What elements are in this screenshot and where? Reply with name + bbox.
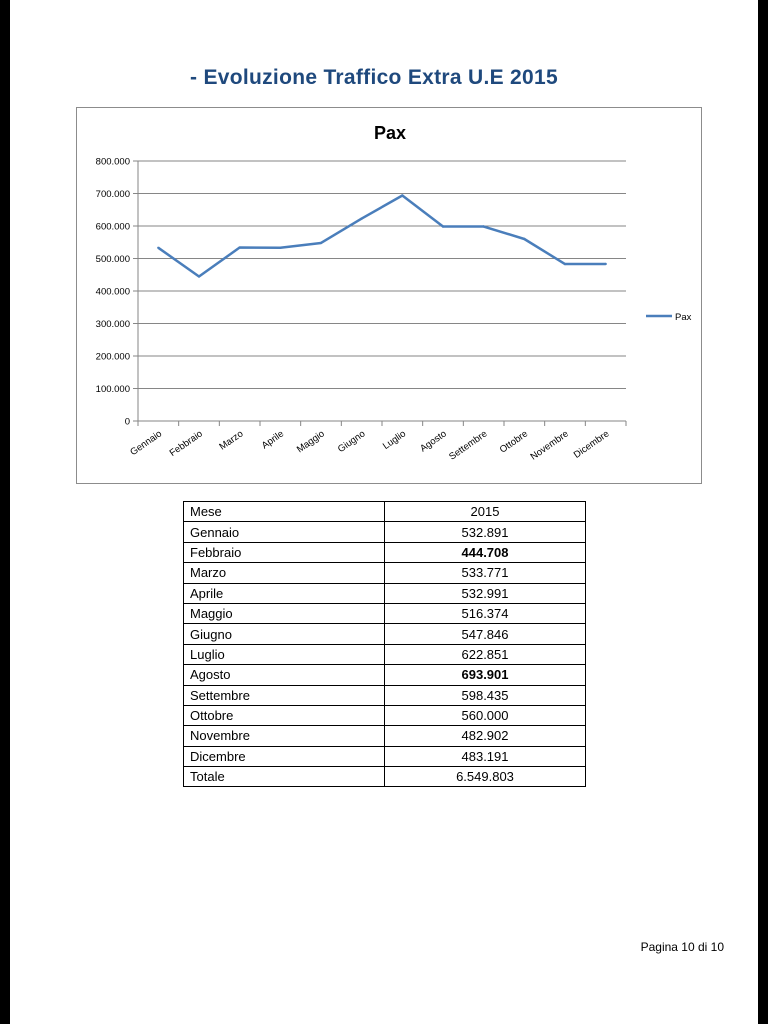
x-tick-label: Febbraio [167, 428, 205, 459]
series-line [158, 195, 605, 276]
value-cell: 560.000 [385, 705, 586, 725]
table-row [184, 665, 586, 685]
header-year: 2015 [385, 502, 586, 522]
value-cell: 622.851 [385, 644, 586, 664]
x-tick-label: Giugno [335, 428, 368, 456]
table-row [184, 563, 586, 583]
y-tick-label: 200.000 [95, 351, 130, 363]
table-row [184, 624, 586, 644]
month-cell: Dicembre [184, 746, 385, 766]
header-month: Mese [184, 502, 385, 522]
line-chart [77, 108, 703, 485]
data-point [401, 194, 403, 196]
x-tick-label: Settembre [447, 428, 490, 463]
table-row [184, 603, 586, 623]
table-row [184, 522, 586, 542]
table-row [184, 726, 586, 746]
value-cell: 598.435 [385, 685, 586, 705]
y-tick-label: 500.000 [95, 254, 130, 265]
y-tick-label: 100.000 [95, 384, 130, 395]
total-value: 6.549.803 [385, 767, 586, 787]
month-cell: Aprile [184, 583, 385, 603]
month-cell: Maggio [184, 603, 385, 623]
table-row [184, 542, 586, 562]
value-cell: 693.901 [385, 665, 586, 685]
x-tick-label: Ottobre [497, 428, 531, 456]
data-point [360, 217, 362, 219]
x-tick-label: Agosto [418, 428, 449, 455]
page-title: - Evoluzione Traffico Extra U.E 2015 [190, 66, 558, 89]
value-cell: 547.846 [385, 624, 586, 644]
value-cell: 482.902 [385, 726, 586, 746]
data-point [238, 246, 240, 248]
data-point [320, 242, 322, 244]
x-tick-label: Marzo [217, 428, 246, 453]
chart-frame [76, 107, 702, 484]
x-tick-label: Aprile [259, 428, 287, 452]
data-point [157, 247, 159, 249]
x-tick-label: Dicembre [571, 428, 612, 461]
table-row [184, 685, 586, 705]
data-point [564, 263, 566, 265]
y-tick-label: 0 [124, 416, 130, 428]
data-table [183, 501, 586, 787]
y-tick-label: 700.000 [95, 189, 130, 200]
data-point [604, 263, 606, 265]
table-row [184, 583, 586, 603]
x-tick-label: Maggio [294, 428, 327, 456]
month-cell: Settembre [184, 685, 385, 705]
table-row [184, 644, 586, 664]
y-tick-label: 600.000 [95, 221, 130, 233]
value-cell: 533.771 [385, 563, 586, 583]
data-point [442, 225, 444, 227]
y-tick-label: 800.000 [95, 156, 130, 168]
legend-label: Pax [675, 312, 692, 323]
month-cell: Novembre [184, 726, 385, 746]
document-page [10, 0, 758, 1024]
month-cell: Febbraio [184, 542, 385, 562]
value-cell: 444.708 [385, 542, 586, 562]
x-tick-label: Novembre [528, 428, 571, 463]
month-cell: Agosto [184, 665, 385, 685]
y-tick-label: 300.000 [95, 319, 130, 330]
chart-title: Pax [373, 123, 407, 143]
data-point [482, 225, 484, 227]
page-number: Pagina 10 di 10 [640, 940, 724, 954]
value-cell: 532.891 [385, 522, 586, 542]
value-cell: 483.191 [385, 746, 586, 766]
month-cell: Giugno [184, 624, 385, 644]
month-cell: Luglio [184, 644, 385, 664]
y-tick-label: 400.000 [95, 286, 130, 298]
data-point [198, 275, 200, 277]
data-point [279, 247, 281, 249]
total-label: Totale [184, 767, 385, 787]
table-header-row [184, 502, 586, 522]
x-tick-label: Luglio [380, 428, 409, 453]
value-cell: 516.374 [385, 603, 586, 623]
x-tick-label: Gennaio [128, 428, 165, 459]
value-cell: 532.991 [385, 583, 586, 603]
table-total-row [184, 767, 586, 787]
month-cell: Ottobre [184, 705, 385, 725]
table-row [184, 705, 586, 725]
table-row [184, 746, 586, 766]
data-point [523, 238, 525, 240]
month-cell: Gennaio [184, 522, 385, 542]
month-cell: Marzo [184, 563, 385, 583]
